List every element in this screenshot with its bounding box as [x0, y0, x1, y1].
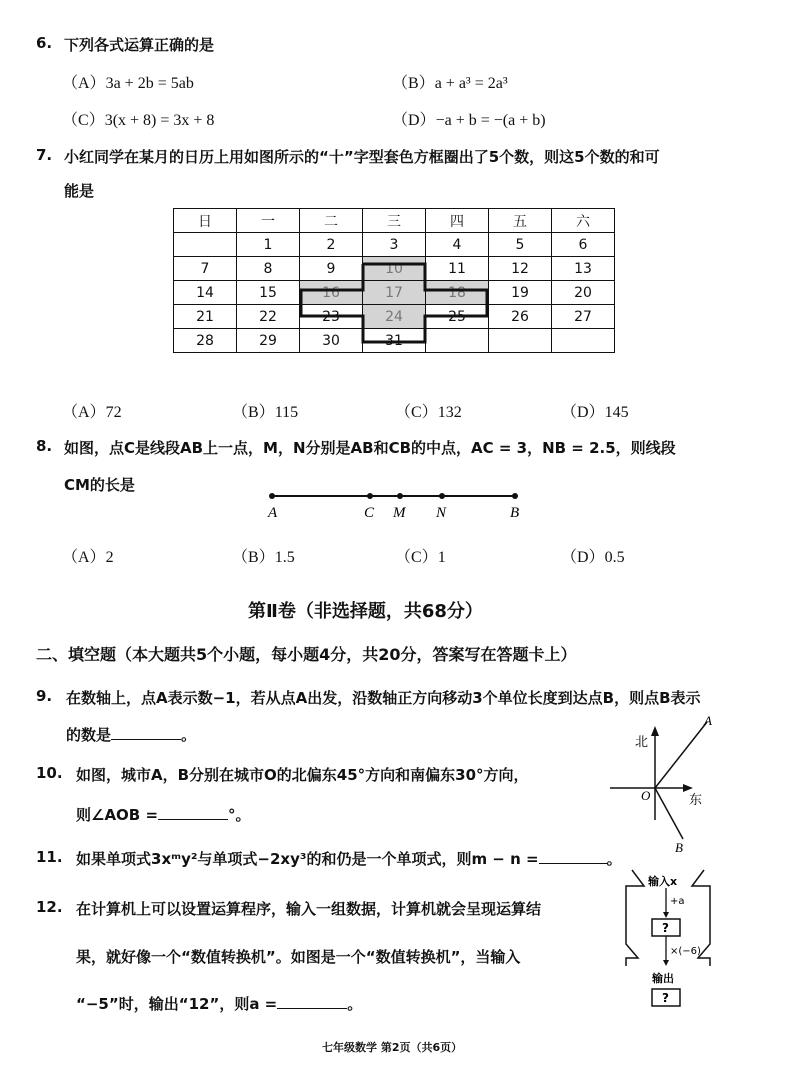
q7-stem-line2: 能是: [64, 182, 95, 200]
calendar-cell: 5: [489, 233, 552, 257]
calendar-header: 日: [174, 209, 237, 233]
calendar-cell-highlighted: 18: [426, 281, 489, 305]
calendar-cell: 7: [174, 257, 237, 281]
q6-option-a-text: 3a + 2b = 5ab: [105, 75, 194, 92]
calendar-header: 四: [426, 209, 489, 233]
q6-stem: 下列各式运算正确的是: [64, 36, 215, 54]
machine-box-label: ?: [662, 921, 669, 935]
q9-number: 9.: [36, 687, 53, 705]
calendar-header: 三: [363, 209, 426, 233]
ray-ob: [655, 788, 683, 839]
calendar-cell: 3: [363, 233, 426, 257]
q11-wrap: [76, 848, 622, 869]
q8-option-b-label: （B）: [232, 549, 275, 566]
calendar-cell: 28: [174, 329, 237, 353]
calendar-cell: 6: [552, 233, 615, 257]
point-a-label: A: [268, 505, 278, 521]
q9-line2: 的数是: [66, 726, 112, 744]
calendar-cell: 15: [237, 281, 300, 305]
q12-line3: “−5”时，输出“12”，则a =: [76, 995, 278, 1013]
q11-answer-blank: [539, 863, 607, 864]
q6-option-d-label: （D）: [392, 112, 436, 129]
q7-option-b-text: 115: [274, 404, 299, 421]
q6-option-a-label: （A）: [62, 75, 106, 92]
q8-option-c-text: 1: [437, 549, 446, 566]
q7-option-a-label: （A）: [62, 404, 106, 421]
q8-option-d-text: 0.5: [604, 549, 625, 566]
q8-option-d: [561, 544, 625, 567]
east-arrow-icon: [683, 784, 693, 792]
q6-option-b-label: （B）: [392, 75, 435, 92]
calendar-cell-highlighted: 17: [363, 281, 426, 305]
calendar-cell: 19: [489, 281, 552, 305]
q10-answer-blank: [158, 819, 228, 820]
down-arrow-icon: [663, 960, 669, 966]
q8-option-b: [232, 544, 295, 567]
q6-option-b-text: a + a³ = 2a³: [434, 75, 508, 92]
east-label: 东: [689, 793, 703, 808]
calendar-cell: 25: [426, 305, 489, 329]
q9-end: 。: [181, 726, 197, 744]
q11-text: 如果单项式3xᵐy²与单项式−2xy³的和仍是一个单项式，则m − n =: [76, 850, 539, 868]
point-m-dot: [397, 493, 403, 499]
q7-option-c-label: （C）: [395, 404, 438, 421]
machine-output-box-label: ?: [662, 991, 669, 1005]
north-arrow-icon: [651, 726, 659, 736]
q7-option-c-text: 132: [437, 404, 462, 421]
q8-option-c: [395, 544, 446, 567]
segment-diagram: [260, 484, 540, 524]
q8-option-a-label: （A）: [62, 549, 106, 566]
q12-answer-blank: [277, 1008, 347, 1009]
q8-option-b-text: 1.5: [274, 549, 295, 566]
q10-number: 10.: [36, 764, 63, 782]
q10-line2-wrap: [76, 804, 251, 825]
calendar-cell: 11: [426, 257, 489, 281]
q8-stem-line1: 如图，点C是线段AB上一点，M，N分别是AB和CB的中点，AC = 3，NB = 2.5，则线段: [64, 439, 676, 457]
point-o-label: O: [641, 788, 651, 803]
calendar-cell: 8: [237, 257, 300, 281]
calendar-header: 六: [552, 209, 615, 233]
q9-line1: 在数轴上，点A表示数−1，若从点A出发，沿数轴正方向移动3个单位长度到达点B，则点B表示: [66, 689, 701, 707]
q8-option-d-label: （D）: [561, 549, 605, 566]
point-c-dot: [367, 493, 373, 499]
q8-number: 8.: [36, 437, 53, 455]
calendar-cell: 22: [237, 305, 300, 329]
point-a-dot: [269, 493, 275, 499]
calendar-cell: 20: [552, 281, 615, 305]
q12-line1: 在计算机上可以设置运算程序，输入一组数据，计算机就会呈现运算结: [76, 900, 542, 918]
calendar-cell: 14: [174, 281, 237, 305]
machine-step1-label: +a: [670, 896, 685, 907]
point-a-label: A: [704, 713, 712, 728]
q7-option-a: [62, 399, 122, 422]
section2-title: 二、填空题（本大题共5个小题，每小题4分，共20分，答案写在答题卡上）: [36, 645, 577, 664]
q12-end: 。: [347, 995, 363, 1013]
point-m-label: M: [393, 505, 406, 521]
calendar-cell: 31: [363, 329, 426, 353]
q7-stem-line1: 小红同学在某月的日历上用如图所示的“十”字型套色方框圈出了5个数，则这5个数的和可: [64, 148, 660, 166]
q7-option-d-label: （D）: [561, 404, 605, 421]
calendar-cell: 26: [489, 305, 552, 329]
q10-line2: 则∠AOB =: [76, 806, 159, 824]
calendar-header: 五: [489, 209, 552, 233]
q7-option-a-text: 72: [105, 404, 122, 421]
machine-output-label: 输出: [652, 972, 674, 985]
q11-end: 。: [606, 850, 622, 868]
machine-input-label: 输入x: [648, 875, 678, 888]
point-n-dot: [439, 493, 445, 499]
calendar-cell: 27: [552, 305, 615, 329]
down-arrow-icon: [663, 912, 669, 918]
q7-option-b: [232, 399, 298, 422]
q8-option-a-text: 2: [105, 549, 114, 566]
point-n-label: N: [436, 505, 447, 521]
q11-number: 11.: [36, 848, 63, 866]
calendar-cell: 29: [237, 329, 300, 353]
calendar-cell: 12: [489, 257, 552, 281]
q10-end: °。: [228, 806, 251, 824]
part2-title: 第Ⅱ卷（非选择题，共68分）: [248, 601, 483, 622]
q8-stem-line2: CM的长是: [64, 476, 135, 494]
q7-option-d: [561, 399, 629, 422]
q10-line1: 如图，城市A，B分别在城市O的北偏东45°方向和南偏东30°方向，: [76, 766, 529, 784]
page-footer: 七年级数学 第2页（共6页）: [322, 1041, 463, 1054]
calendar-cell-highlighted: 10: [363, 257, 426, 281]
calendar-cell: 2: [300, 233, 363, 257]
calendar-cell: 4: [426, 233, 489, 257]
q6-option-d-text: −a + b = −(a + b): [435, 112, 546, 129]
calendar-cell: 1: [237, 233, 300, 257]
q6-option-c-text: 3(x + 8) = 3x + 8: [104, 112, 215, 129]
calendar-header: 一: [237, 209, 300, 233]
q6-option-c-label: （C）: [62, 112, 105, 129]
calendar-header: 二: [300, 209, 363, 233]
point-b-label: B: [675, 840, 683, 855]
ray-oa: [655, 722, 707, 788]
calendar-cell-highlighted: 24: [363, 305, 426, 329]
north-label: 北: [635, 735, 649, 750]
calendar-cell-highlighted: 16: [300, 281, 363, 305]
q7-number: 7.: [36, 146, 53, 164]
q9-line2-wrap: [66, 724, 196, 745]
point-b-label: B: [510, 505, 520, 521]
calendar-cell: 23: [300, 305, 363, 329]
q12-line2: 果，就好像一个“数值转换机”。如图是一个“数值转换机”，当输入: [76, 948, 521, 966]
calendar-cell: 13: [552, 257, 615, 281]
q6-number: 6.: [36, 34, 53, 52]
calendar-cell: 9: [300, 257, 363, 281]
machine-left-wall: [626, 870, 644, 966]
direction-figure: [605, 712, 755, 857]
point-c-label: C: [364, 505, 375, 521]
q8-option-c-label: （C）: [395, 549, 438, 566]
q12-number: 12.: [36, 898, 63, 916]
q7-option-d-text: 145: [604, 404, 629, 421]
q9-answer-blank: [111, 739, 181, 740]
q12-line3-wrap: [76, 993, 362, 1014]
machine-step2-label: ×(−6): [670, 946, 701, 957]
q7-option-c: [395, 399, 462, 422]
q7-option-b-label: （B）: [232, 404, 275, 421]
calendar-cell: 21: [174, 305, 237, 329]
point-b-dot: [512, 493, 518, 499]
number-machine-figure: [618, 866, 718, 1016]
calendar-cell: 30: [300, 329, 363, 353]
q8-option-a: [62, 544, 114, 567]
